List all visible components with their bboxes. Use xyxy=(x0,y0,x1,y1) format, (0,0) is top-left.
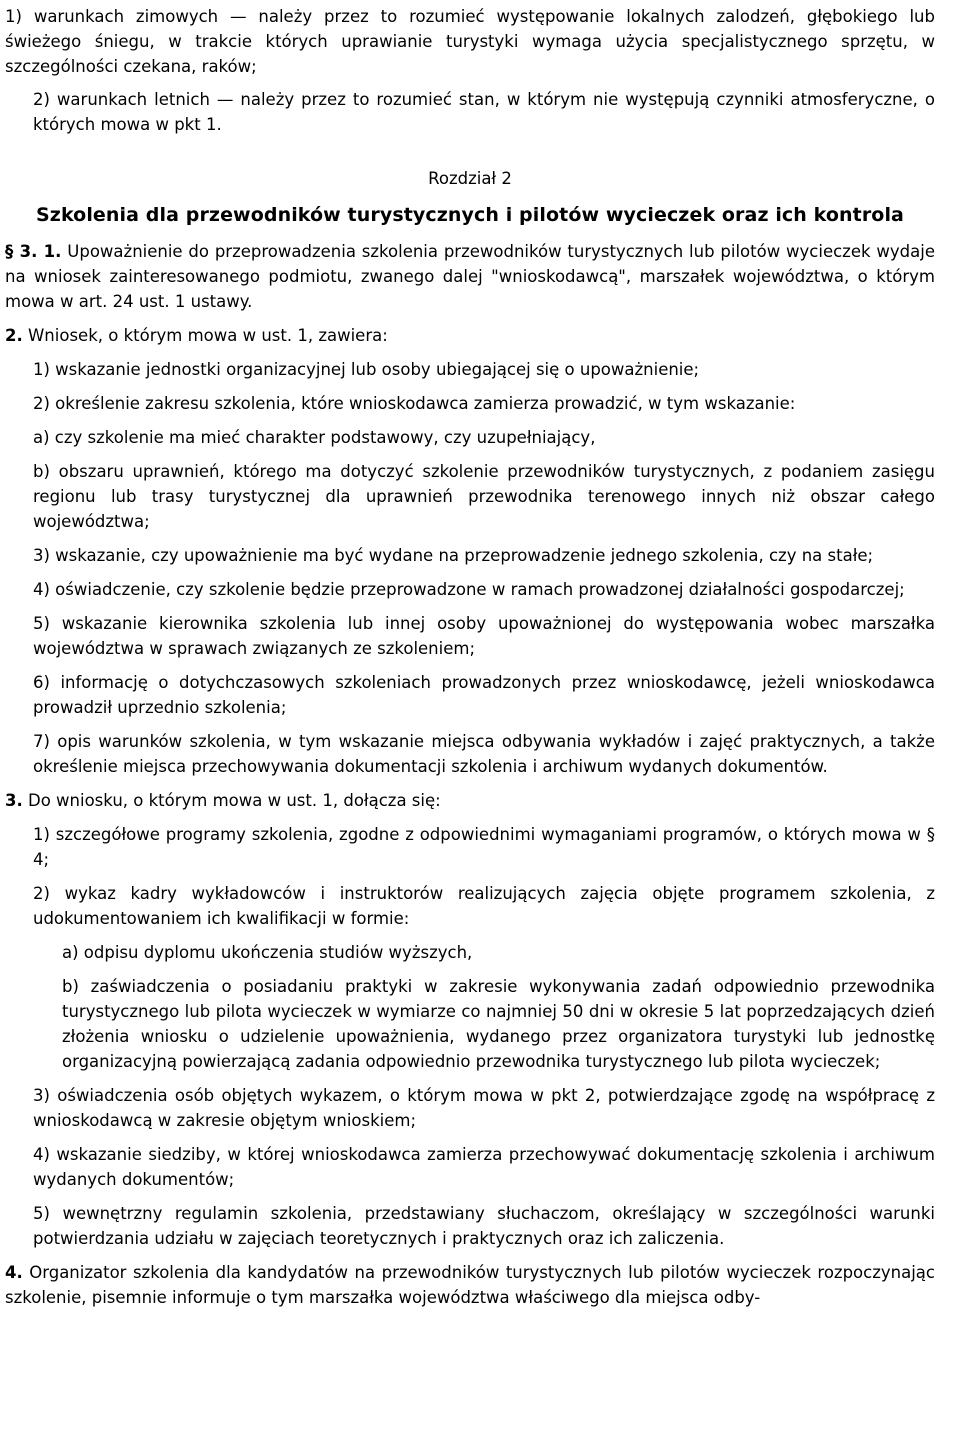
section-3-ust-3 xyxy=(5,788,935,813)
ust-3-item-3: 3) oświadczenia osób objętych wykazem, o którym mowa w pkt 2, potwierdzające zgodę na współpracę z wnioskodawcą w zakresie objętym wnioskiem; xyxy=(33,1086,935,1130)
ust-4-text: Organizator szkolenia dla kandydatów na przewodników turystycznych lub pilotów wycieczek rozpoczynając szkolenie, pisemnie informuje o tym marszałka województwa właściwego dla miejsca odby- xyxy=(5,1263,935,1307)
ust-2-item-2a: a) czy szkolenie ma mieć charakter podstawowy, czy uzupełniający, xyxy=(33,428,596,447)
section-3-ust-1-text: Upoważnienie do przeprowadzenia szkolenia przewodników turystycznych lub pilotów wycieczek wydaje na wniosek zainteresowanego podmiotu, zwanego dalej "wnioskodawcą", marszałek województwa, o którym mowa w art. 24 ust. 1 ustawy. xyxy=(5,242,935,311)
ust-3-text: Do wniosku, o którym mowa w ust. 1, dołącza się: xyxy=(22,791,441,810)
section-3-ust-2 xyxy=(5,323,935,348)
ust-3-mark: 3. xyxy=(5,791,23,810)
ust-4-mark: 4. xyxy=(5,1263,23,1282)
section-3-ust-1 xyxy=(5,239,935,314)
ust-2-item-1: 1) wskazanie jednostki organizacyjnej lub osoby ubiegającej się o upoważnienie; xyxy=(33,360,700,379)
chapter-title: Szkolenia dla przewodników turystycznych i pilotów wycieczek oraz ich kontrola xyxy=(36,204,904,226)
ust-2-item-6: 6) informację o dotychczasowych szkoleniach prowadzonych przez wnioskodawcę, jeżeli wnioskodawca prowadził uprzednio szkolenia; xyxy=(33,673,935,717)
ust-3-item-5: 5) wewnętrzny regulamin szkolenia, przedstawiany słuchaczom, określający w szczególności warunki potwierdzania udziału w zajęciach teoretycznych i praktycznych oraz ich zaliczenia. xyxy=(33,1204,935,1248)
ust-2-item-2b: b) obszaru uprawnień, którego ma dotyczyć szkolenie przewodników turystycznych, z podaniem zasięgu regionu lub trasy turystycznej dla uprawnień przewodnika terenowego innych niż obszar całego województwa; xyxy=(33,462,935,531)
ust-2-item-4: 4) oświadczenie, czy szkolenie będzie przeprowadzone w ramach prowadzonej działalności gospodarczej; xyxy=(33,580,905,599)
ust-2-item-2: 2) określenie zakresu szkolenia, które wnioskodawca zamierza prowadzić, w tym wskazanie: xyxy=(33,394,796,413)
ust-3-item-4: 4) wskazanie siedziby, w której wnioskodawca zamierza przechowywać dokumentację szkolenia i archiwum wydanych dokumentów; xyxy=(33,1145,935,1189)
ust-3-item-2b: b) zaświadczenia o posiadaniu praktyki w zakresie wykonywania zadań odpowiednio przewodnika turystycznego lub pilota wycieczek w wymiarze co najmniej 50 dni w okresie 5 lat poprzedzających dzień złożenia wniosku o udzielenie upoważnienia, wydanego przez organizatora turystyki lub jednostkę organizacyjną powierzającą zadania odpowiednio przewodnika turystycznego lub pilota wycieczek; xyxy=(62,977,935,1071)
ust-2-item-7: 7) opis warunków szkolenia, w tym wskazanie miejsca odbywania wykładów i zajęć praktycznych, a także określenie miejsca przechowywania dokumentacji szkolenia i archiwum wydanych dokumentów. xyxy=(33,732,935,776)
ust-3-item-2a: a) odpisu dyplomu ukończenia studiów wyższych, xyxy=(62,943,473,962)
ust-3-item-1: 1) szczegółowe programy szkolenia, zgodne z odpowiednimi wymaganiami programów, o których mowa w § 4; xyxy=(33,825,935,869)
ust-3-item-2: 2) wykaz kadry wykładowców i instruktorów realizujących zajęcia objęte programem szkolenia, z udokumentowaniem ich kwalifikacji w formie: xyxy=(33,884,935,928)
section-mark: § 3. 1. xyxy=(5,242,62,261)
ust-2-text: Wniosek, o którym mowa w ust. 1, zawiera: xyxy=(22,326,388,345)
chapter-label: Rozdział 2 xyxy=(428,169,512,188)
ust-2-item-5: 5) wskazanie kierownika szkolenia lub innej osoby upoważnionej do występowania wobec marszałka województwa w sprawach związanych ze szkoleniem; xyxy=(33,614,935,658)
intro-item-2: 2) warunkach letnich — należy przez to rozumieć stan, w którym nie występują czynniki atmosferyczne, o których mowa w pkt 1. xyxy=(33,90,935,134)
ust-2-item-3: 3) wskazanie, czy upoważnienie ma być wydane na przeprowadzenie jednego szkolenia, czy na stałe; xyxy=(33,546,874,565)
intro-item-1: 1) warunkach zimowych — należy przez to rozumieć występowanie lokalnych zalodzeń, głębokiego lub świeżego śniegu, w trakcie których uprawianie turystyki wymaga użycia specjalistycznego sprzętu, w szczególności czekana, raków; xyxy=(5,7,935,76)
ust-2-mark: 2. xyxy=(5,326,23,345)
section-3-ust-4 xyxy=(5,1260,935,1310)
